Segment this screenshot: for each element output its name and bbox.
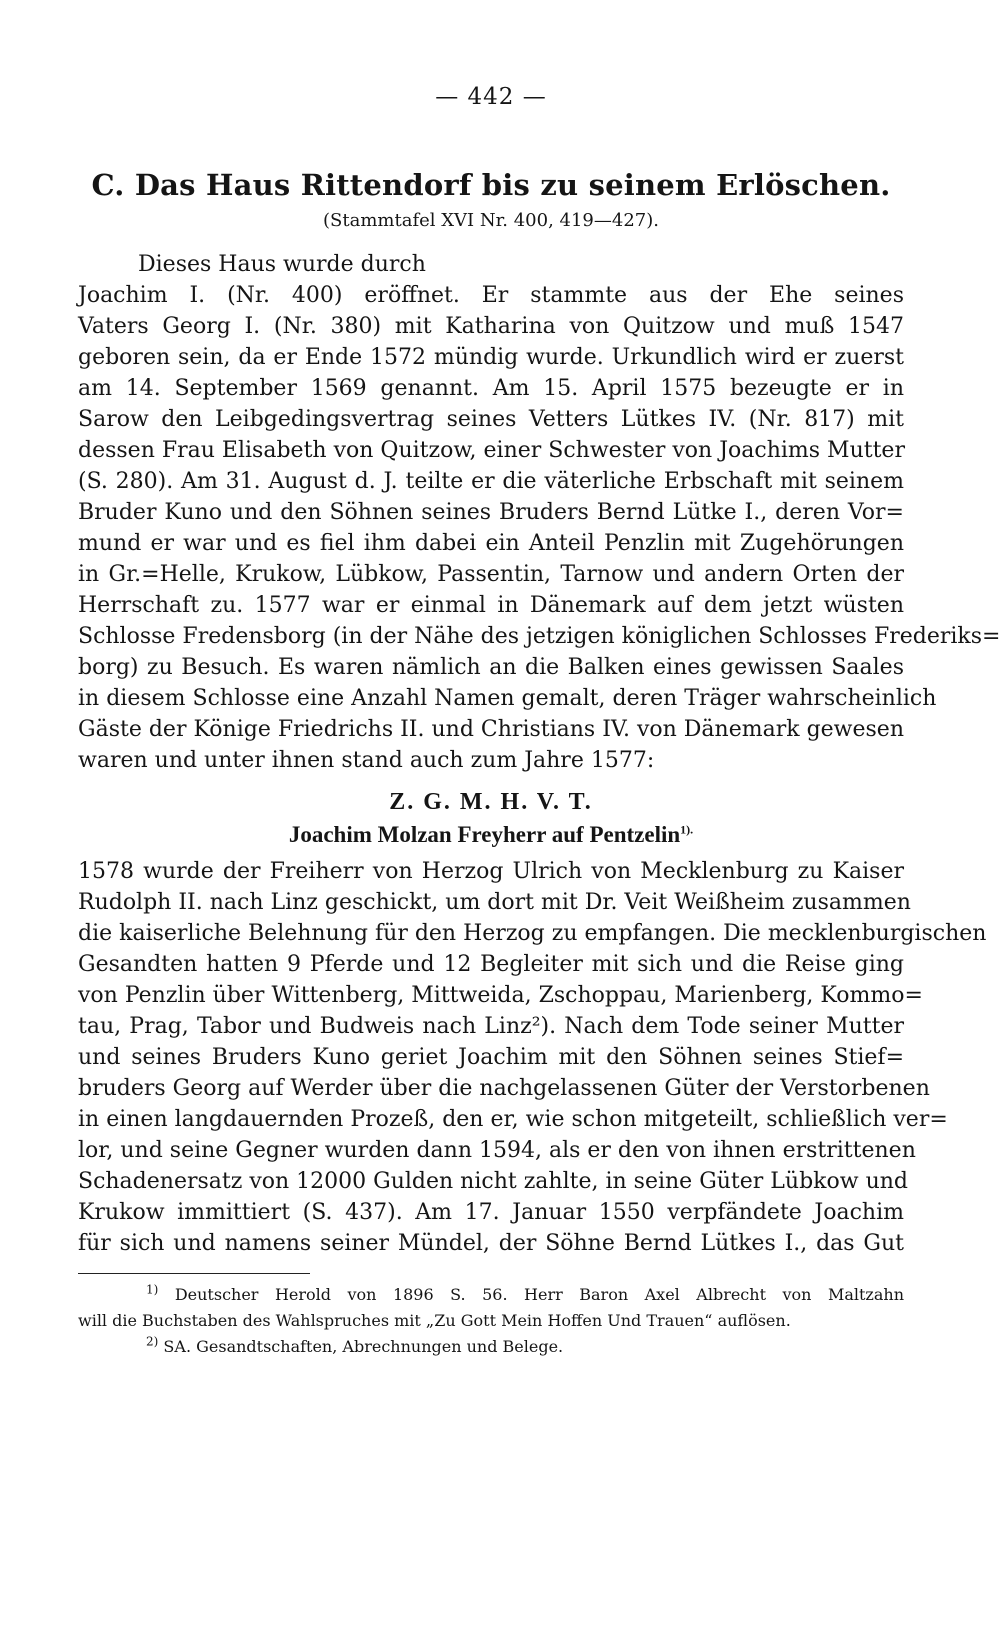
text-line: dessen Frau Elisabeth von Quitzow, einer Schwester von Joachims Mutter [78,438,905,463]
text-line: Krukow immittiert (S. 437). Am 17. Januar 1550 verpfändete Joachim [78,1200,904,1225]
text-line: mund er war und es fiel ihm dabei ein Anteil Penzlin mit Zugehörungen [78,531,904,556]
text-line: waren und unter ihnen stand auch zum Jahre 1577: [78,748,655,773]
text-line: und seines Bruders Kuno geriet Joachim mit den Söhnen seines Stief= [78,1045,904,1070]
footnote-divider [78,1273,310,1274]
body-paragraph-1 [78,249,1000,776]
text-line: Herrschaft zu. 1577 war er einmal in Dänemark auf dem jetzt wüsten [78,593,904,618]
footnote-1 [78,1282,904,1308]
page-number: — 442 — [435,84,547,110]
text-line: Sarow den Leibgedingsvertrag seines Vetters Lütkes IV. (Nr. 817) mit [78,407,904,432]
text-line: Gesandten hatten 9 Pferde und 12 Begleiter mit sich und die Reise ging [78,952,904,977]
text-line: Joachim I. (Nr. 400) eröffnet. Er stammte aus der Ehe seines [78,283,904,308]
text-line: 1578 wurde der Freiherr von Herzog Ulrich von Mecklenburg zu Kaiser [78,859,904,884]
inscription-name [78,818,904,852]
chapter-subtitle: (Stammtafel XVI Nr. 400, 419—427). [323,210,659,231]
text-line: lor, und seine Gegner wurden dann 1594, als er den von ihnen erstrittenen [78,1138,916,1163]
chapter-title: C. Das Haus Rittendorf bis zu seinem Erlöschen. [91,168,891,202]
text-line: am 14. September 1569 genannt. Am 15. April 1575 bezeugte er in [78,376,904,401]
inscription-name-text: Joachim Molzan Freyherr auf Pentzelin [288,822,681,847]
text-line: Bruder Kuno und den Söhnen seines Bruders Bernd Lütke I., deren Vor= [78,500,904,525]
inscription-block [78,786,904,852]
book-page [78,84,1000,1360]
text-line: von Penzlin über Wittenberg, Mittweida, Zschoppau, Marienberg, Kommo= [78,983,923,1008]
text-line: in diesem Schlosse eine Anzahl Namen gemalt, deren Träger wahrscheinlich [78,686,937,711]
text-line: die kaiserliche Belehnung für den Herzog zu empfangen. Die mecklenburgischen [78,921,987,946]
text-line: Gäste der Könige Friedrichs II. und Christians IV. von Dänemark gewesen [78,717,904,742]
text-line: borg) zu Besuch. Es waren nämlich an die Balken eines gewissen Saales [78,655,904,680]
footnote-text: Deutscher Herold von 1896 S. 56. Herr Baron Axel Albrecht von Maltzahn [174,1285,905,1304]
text-line: bruders Georg auf Werder über die nachgelassenen Güter der Verstorbenen [78,1076,930,1101]
text-line: in einen langdauernden Prozeß, den er, wie schon mitgeteilt, schließlich ver= [78,1107,948,1132]
footnote-mark: 2) [146,1334,159,1349]
text-line: Schlosse Fredensborg (in der Nähe des jetzigen königlichen Schlosses Frederiks= [78,624,1000,649]
text-line: Schadenersatz von 12000 Gulden nicht zahlte, in seine Güter Lübkow und [78,1169,908,1194]
text-line: Rudolph II. nach Linz geschickt, um dort mit Dr. Veit Weißheim zusammen [78,890,911,915]
footnote-mark: 1) [146,1282,159,1297]
footnote-ref-1[interactable]: 1). [680,822,694,837]
text-line: für sich und namens seiner Mündel, der Söhne Bernd Lütkes I., das Gut [78,1231,904,1256]
text-line: geboren sein, da er Ende 1572 mündig wurde. Urkundlich wird er zuerst [78,345,904,370]
text-line: Vaters Georg I. (Nr. 380) mit Katharina von Quitzow und muß 1547 [78,314,904,339]
text-line: Dieses Haus wurde durch [138,252,426,277]
footnotes [78,1282,904,1360]
text-line: in Gr.=Helle, Krukow, Lübkow, Passentin, Tarnow und andern Orten der [78,562,904,587]
inscription-letters: Z. G. M. H. V. T. [389,789,593,815]
text-line: (S. 280). Am 31. August d. J. teilte er die väterliche Erbschaft mit seinem [78,469,904,494]
text-line: tau, Prag, Tabor und Budweis nach Linz²). Nach dem Tode seiner Mutter [78,1014,904,1039]
footnote-text: SA. Gesandtschaften, Abrechnungen und Belege. [163,1337,564,1356]
footnote-2 [78,1334,904,1360]
body-paragraph-2 [78,856,987,1259]
footnote-1-continued: will die Buchstaben des Wahlspruches mit „Zu Gott Mein Hoffen Und Trauen“ auflösen. [78,1311,791,1330]
